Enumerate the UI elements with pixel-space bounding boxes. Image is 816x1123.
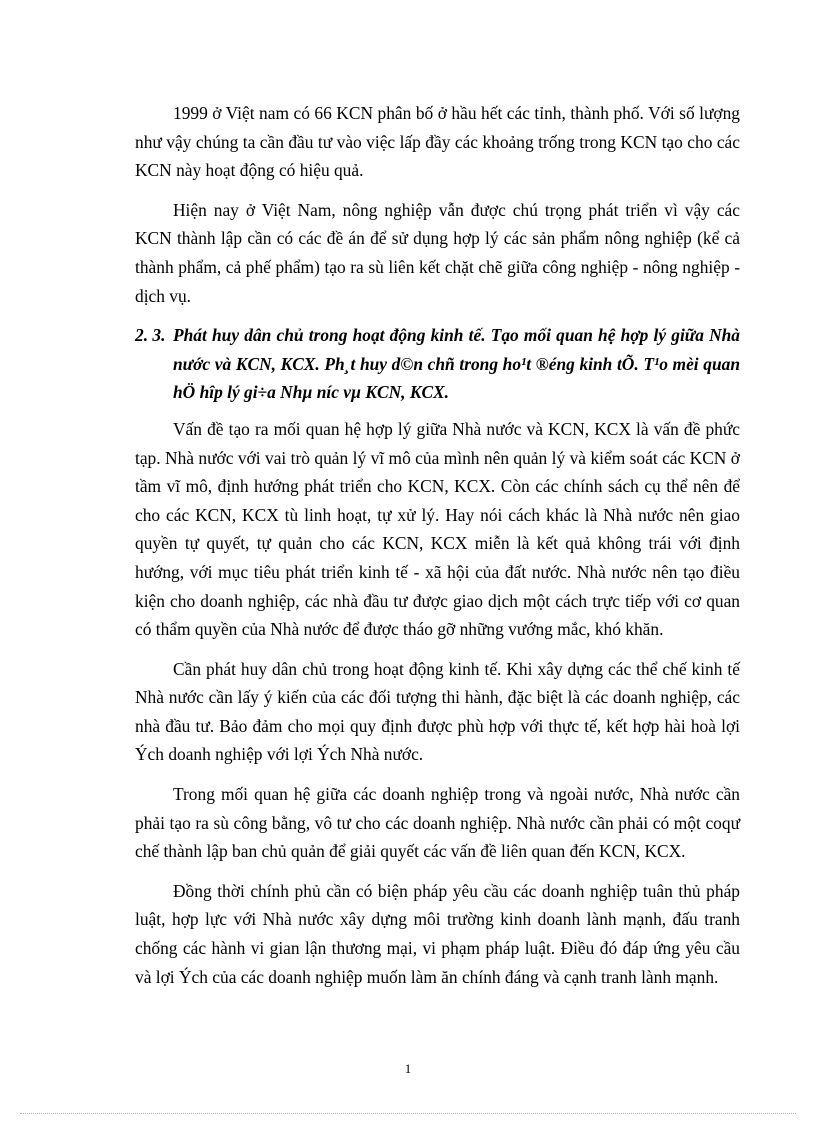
body-paragraph: Hiện nay ở Việt Nam, nông nghiệp vẫn được chú trọng phát triển vì vậy các KCN thành lập cần có các đề án để sử dụng hợp lý các sản phẩm nông nghiệp (kể cả thành phẩm, cả phế phẩm) tạo ra sù liên kết chặt chẽ giữa công nghiệp - nông nghiệp - dịch vụ. <box>135 199 740 306</box>
section-title: Phát huy dân chủ trong hoạt động kinh tế. Tạo mối quan hệ hợp lý giữa Nhà nước và KCN, KCX. Ph¸t huy d©n chñ trong ho¹t ®éng kinh tÕ. T¹o mèi quan hÖ hîp lý gi÷a Nhµ níc vµ KCN, KCX. <box>173 325 740 403</box>
section-heading <box>135 321 740 407</box>
section-number: 2. 3. <box>135 325 166 346</box>
body-paragraph: Vấn đề tạo ra mối quan hệ hợp lý giữa Nhà nước và KCN, KCX là vấn đề phức tạp. Nhà nước với vai trò quản lý vĩ mô của mình nên quản lý và kiểm soát các KCN ở tầm vĩ mô, định hướng phát triển cho KCN, KCX. Còn các chính sách cụ thể nên để cho các KCN, KCX tù linh hoạt, tự xử lý. Hay nói cách khác là Nhà nước nên giao quyền tự quyết, tự quản cho các KCN, KCX miễn là kết quả không trái với định hướng, với mục tiêu phát triển kinh tế - xã hội của đất nước. Nhà nước nên tạo điều kiện cho doanh nghiệp, các nhà đầu tư được giao dịch một cách trực tiếp với cơ quan có thẩm quyền của Nhà nước để được tháo gỡ những vướng mắc, khó khăn. <box>135 418 740 640</box>
body-paragraph: Đồng thời chính phủ cần có biện pháp yêu cầu các doanh nghiệp tuân thủ pháp luật, hợp lực với Nhà nước xây dựng môi trường kinh doanh lành mạnh, đấu tranh chống các hành vi gian lận thương mại, vi phạm pháp luật. Điều đó đáp ứng yêu cầu và lợi Ých của các doanh nghiệp muốn làm ăn chính đáng và cạnh tranh lành mạnh. <box>135 880 740 987</box>
page-number: 1 <box>404 1061 412 1076</box>
body-paragraph: Trong mối quan hệ giữa các doanh nghiệp trong và ngoài nước, Nhà nước cần phải tạo ra sù công bằng, vô tư cho các doanh nghiệp. Nhà nước cần phải có một coqư chế thành lập ban chủ quản để giải quyết các vấn đề liên quan đến KCN, KCX. <box>135 784 740 862</box>
page-body <box>135 99 740 1002</box>
page-bottom-divider <box>20 1113 796 1114</box>
body-paragraph: 1999 ở Việt nam có 66 KCN phân bố ở hầu hết các tỉnh, thành phố. Với số lượng như vậy chúng ta cần đầu tư vào việc lấp đầy các khoảng trống trong KCN tạo cho các KCN này hoạt động có hiệu quả. <box>135 103 740 181</box>
body-paragraph: Cần phát huy dân chủ trong hoạt động kinh tế. Khi xây dựng các thể chế kinh tế Nhà nước cần lấy ý kiến của các đối tượng thi hành, đặc biệt là các doanh nghiệp, các nhà đầu tư. Bảo đảm cho mọi quy định được phù hợp với thực tế, kết hợp hài hoà lợi Ých doanh nghiệp với lợi Ých Nhà nước. <box>135 658 740 765</box>
